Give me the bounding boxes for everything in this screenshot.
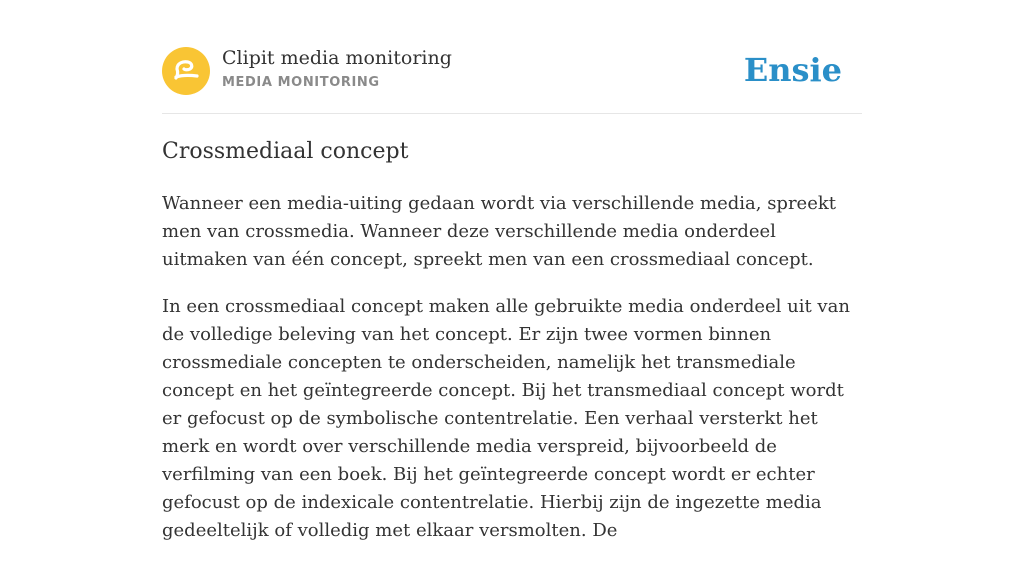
article-container [162, 0, 862, 541]
article-paragraph: In een crossmediaal concept maken alle gebruikte media onderdeel uit van de volledige beleving van het concept. Er zijn twee vormen binnen crossmediale concepten te onderscheiden, namelijk het transmediale concept en het geïntegreerde concept. Bij het transmediaal concept wordt er gefocust op de symbolische contentrelatie. Een verhaal versterkt het merk en wordt over verschillende media verspreid, bijvoorbeeld de verfilming van een boek. Bij het geïntegreerde concept wordt er echter gefocust op de indexicale contentrelatie. Hierbij zijn de ingezette media gedeeltelijk of volledig met elkaar versmolten. De [162, 296, 850, 541]
source-category: MEDIA MONITORING [222, 75, 380, 90]
article-title: Crossmediaal concept [162, 139, 409, 164]
article-body [162, 190, 862, 564]
source-name[interactable]: Clipit media monitoring [222, 47, 452, 69]
article-paragraph: Wanneer een media-uiting gedaan wordt via verschillende media, spreekt men van crossmedia. Wanneer deze verschillende media onderdeel uitmaken van één concept, spreekt men van een crossmediaal concept. [162, 193, 837, 270]
speech-bubble-glyph [162, 47, 210, 95]
header [162, 0, 862, 114]
speech-bubble-icon[interactable] [162, 47, 210, 95]
brand-logo[interactable]: Ensie [743, 51, 842, 89]
